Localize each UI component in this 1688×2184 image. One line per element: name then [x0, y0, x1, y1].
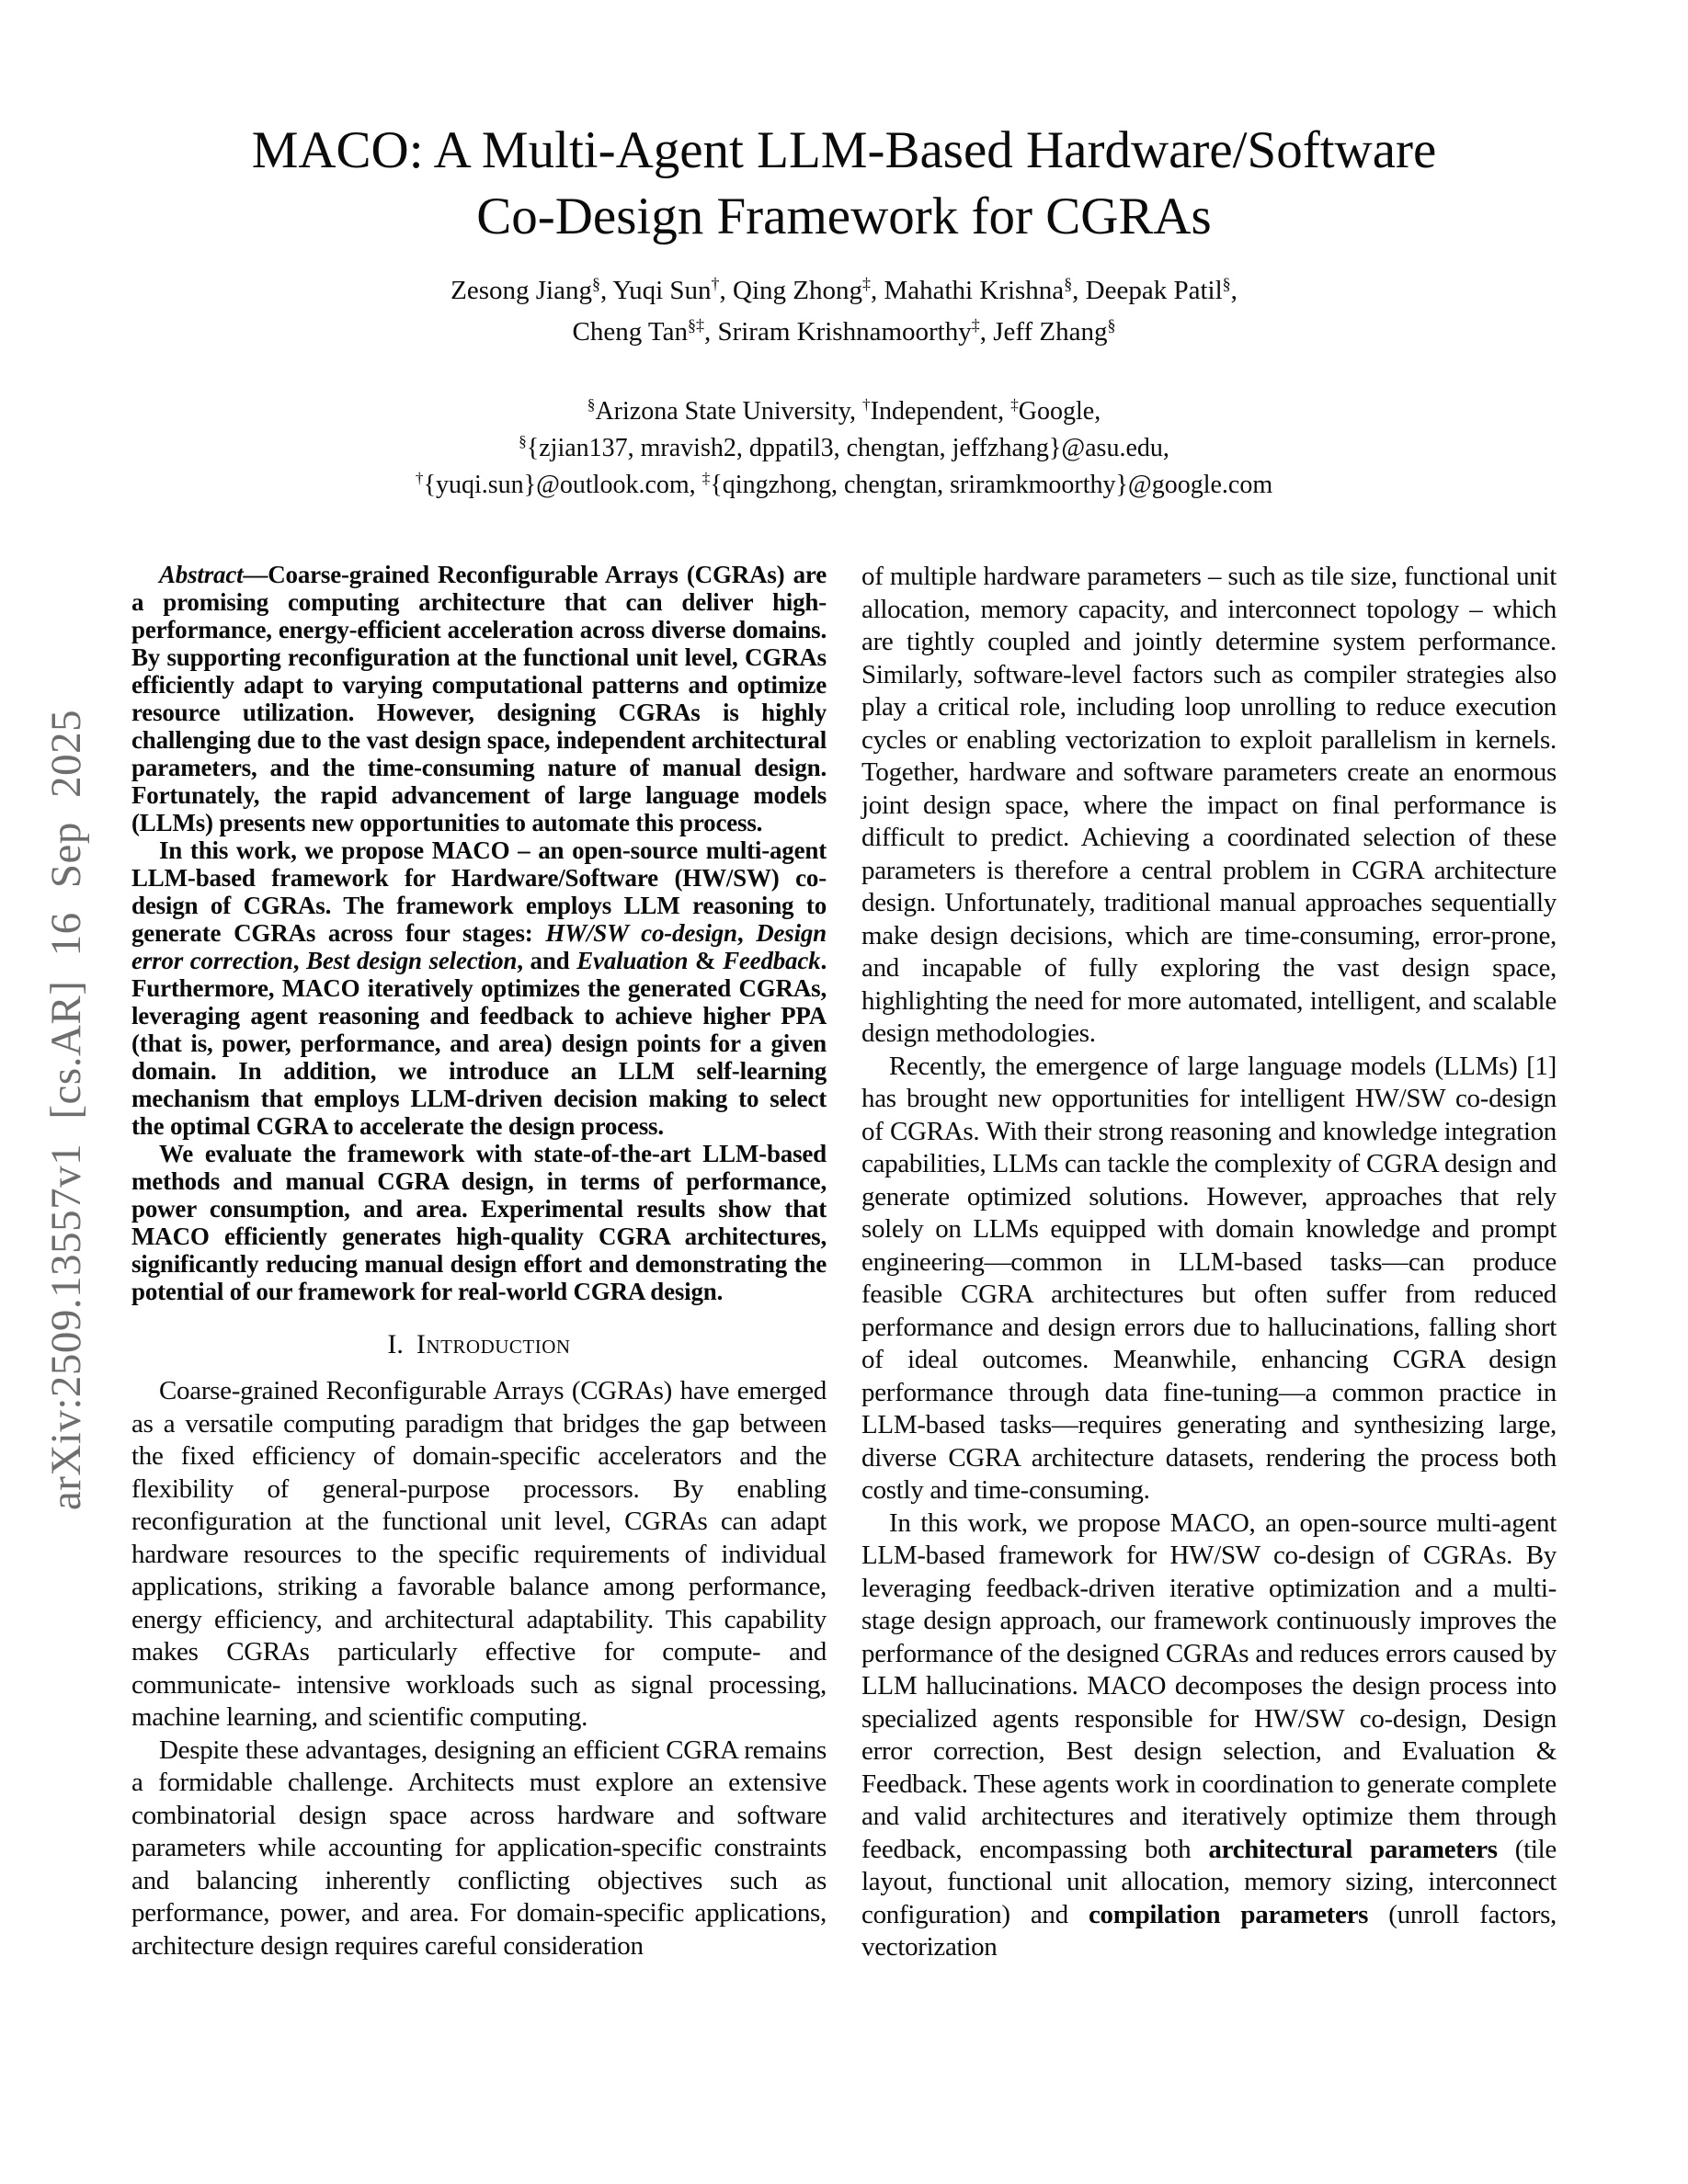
abstract: [131, 561, 827, 1305]
paper-title: [0, 118, 1688, 250]
left-column: [131, 561, 827, 1964]
author-line-2: Cheng Tan§‡, Sriram Krishnamoorthy‡, Jeff Zhang§: [572, 315, 1116, 347]
author-block: [0, 270, 1688, 353]
email-line-2: †{yuqi.sun}@outlook.com, ‡{qingzhong, chengtan, sriramkmoorthy}@google.com: [415, 469, 1273, 499]
section-heading-introduction: [131, 1329, 827, 1360]
title-block: [0, 0, 1688, 250]
section-number: I.: [387, 1329, 404, 1359]
section-title: Introduction: [416, 1329, 571, 1359]
body-paragraph: Despite these advantages, designing an efficient CGRA remains a formidable challenge. Architects must explore an extensive combinatorial design space across hardware and software parameters while accounting for application-specific constraints and balancing inherently conflicting objectives such as performance, power, and area. For domain-specific applications, architecture design requires careful consideration: [131, 1735, 827, 1961]
author-line-1: Zesong Jiang§, Yuqi Sun†, Qing Zhong‡, Mahathi Krishna§, Deepak Patil§,: [451, 274, 1237, 305]
abstract-paragraph: We evaluate the framework with state-of-the-art LLM-based methods and manual CGRA design, in terms of performance, power consumption, and area. Experimental results show that MACO efficiently generates high-quality CGRA architectures, significantly reducing manual design effort and demonstrating the potential of our framework for real-world CGRA design.: [131, 1140, 827, 1305]
paper-title-line-1: MACO: A Multi-Agent LLM-Based Hardware/Software: [251, 121, 1437, 179]
body-paragraph: Recently, the emergence of large language models (LLMs) [1] has brought new opportunities for intelligent HW/SW co-design of CGRAs. With their strong reasoning and knowledge integration capabilities, LLMs can tackle the complexity of CGRA design and generate optimized solutions. However, approaches that rely solely on LLMs equipped with domain knowledge and prompt engineering—common in LLM-based tasks—can produce feasible CGRA architectures but often suffer from reduced performance and design errors due to hallucinations, falling short of ideal outcomes. Meanwhile, enhancing CGRA design performance through data fine-tuning—a common practice in LLM-based tasks—requires generating and synthesizing large, diverse CGRA architecture datasets, rendering the process both costly and time-consuming.: [861, 1051, 1557, 1505]
affiliation-block: [0, 393, 1688, 504]
right-column: [861, 561, 1557, 1964]
arxiv-watermark: arXiv:2509.13557v1 [cs.AR] 16 Sep 2025: [42, 709, 90, 1511]
email-line-1: §{zjian137, mravish2, dppatil3, chengtan, jeffzhang}@asu.edu,: [519, 432, 1169, 462]
paper-title-line-2: Co-Design Framework for CGRAs: [476, 188, 1212, 245]
body-paragraph: of multiple hardware parameters – such as tile size, functional unit allocation, memory capacity, and interconnect topology – which are tightly coupled and jointly determine system performance. Similarly, software-level factors such as compiler strategies also play a critical role, including loop unrolling to reduce execution cycles or enabling vectorization to exploit parallelism in kernels. Together, hardware and software parameters create an enormous joint design space, where the impact on final performance is difficult to predict. Achieving a coordinated selection of these parameters is therefore a central problem in CGRA architecture design. Unfortunately, traditional manual approaches sequentially make design decisions, which are time-consuming, error-prone, and incapable of fully exploring the vast design space, highlighting the need for more automated, intelligent, and scalable design methodologies.: [861, 562, 1557, 1048]
body-paragraph: In this work, we propose MACO, an open-source multi-agent LLM-based framework for HW/SW co-design of CGRAs. By leveraging feedback-driven iterative optimization and a multi-stage design approach, our framework continuously improves the performance of the designed CGRAs and reduces errors caused by LLM hallucinations. MACO decomposes the design process into specialized agents responsible for HW/SW co-design, Design error correction, Best design selection, and Evaluation & Feedback. These agents work in coordination to generate complete and valid architectures and iteratively optimize them through feedback, encompassing both architectural parameters (tile layout, functional unit allocation, memory sizing, interconnect configuration) and compilation parameters (unroll factors, vectorization: [861, 1507, 1557, 1962]
body-paragraph: Coarse-grained Reconfigurable Arrays (CGRAs) have emerged as a versatile computing paradigm that bridges the gap between the fixed efficiency of domain-specific accelerators and the flexibility of general-purpose processors. By enabling reconfiguration at the functional unit level, CGRAs can adapt hardware resources to the specific requirements of individual applications, striking a favorable balance among performance, energy efficiency, and architectural adaptability. This capability makes CGRAs particularly effective for compute- and communicate- intensive workloads such as signal processing, machine learning, and scientific computing.: [131, 1376, 827, 1732]
abstract-paragraph: Abstract—Coarse-grained Reconfigurable Arrays (CGRAs) are a promising computing architecture that can deliver high-performance, energy-efficient acceleration across diverse domains. By supporting reconfiguration at the functional unit level, CGRAs efficiently adapt to varying computational patterns and optimize resource utilization. However, designing CGRAs is highly challenging due to the vast design space, independent architectural parameters, and the time-consuming nature of manual design. Fortunately, the rapid advancement of large language models (LLMs) presents new opportunities to automate this process.: [131, 561, 827, 836]
abstract-paragraph: In this work, we propose MACO – an open-source multi-agent LLM-based framework for Hardware/Software (HW/SW) co-design of CGRAs. The framework employs LLM reasoning to generate CGRAs across four stages: HW/SW co-design, Design error correction, Best design selection, and Evaluation & Feedback. Furthermore, MACO iteratively optimizes the generated CGRAs, leveraging agent reasoning and feedback to achieve higher PPA (that is, power, performance, and area) design points for a given domain. In addition, we introduce an LLM self-learning mechanism that employs LLM-driven decision making to select the optimal CGRA to accelerate the design process.: [131, 836, 827, 1140]
two-column-body: [0, 561, 1688, 1964]
affiliation-line: §Arizona State University, †Independent, ‡Google,: [587, 395, 1101, 426]
